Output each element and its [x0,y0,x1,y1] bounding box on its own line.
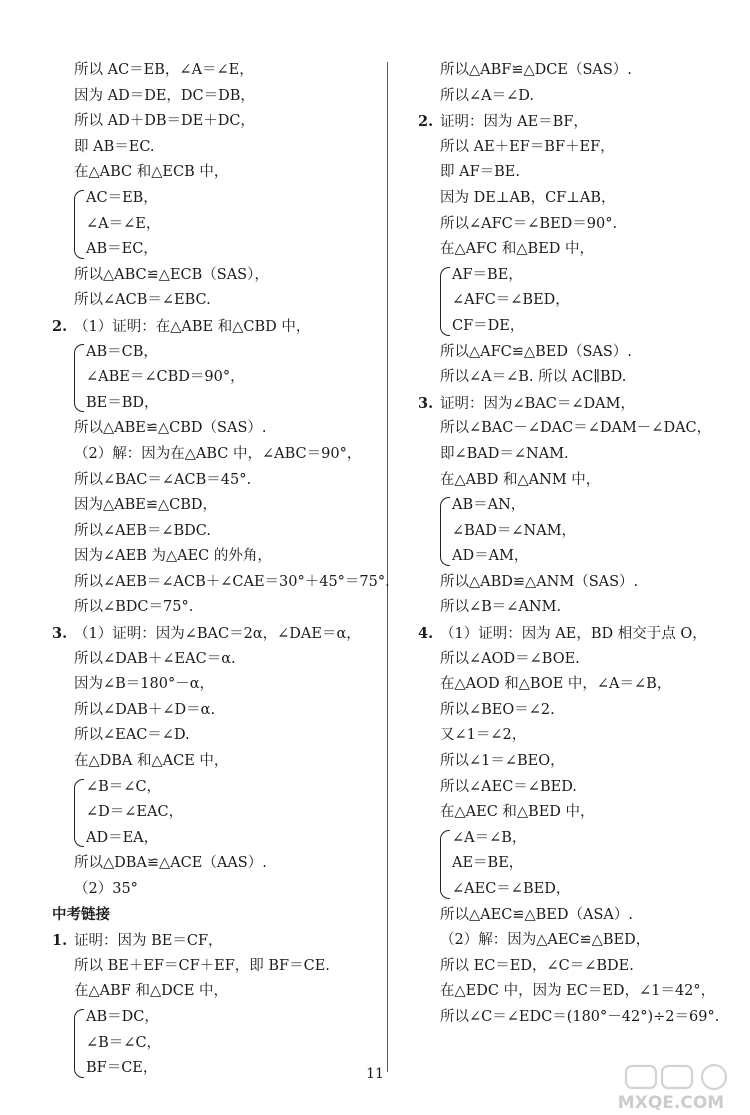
problem-line [418,391,738,417]
condition-line: AB＝AN， [452,497,526,514]
text-line: 所以△AFC≌△BED（SAS）. [440,343,632,360]
text-line: 所以∠1＝∠BEO， [440,753,565,770]
text-line: 所以∠AEB＝∠BDC. [74,522,211,539]
text-line: （2）35° [74,881,138,897]
text-line: 在△DBA 和△ACE 中， [74,753,229,770]
text-line: 即 AB＝EC. [74,138,155,155]
problem-number: 2. [418,113,434,131]
text-line: 所以∠AOD＝∠BOE. [440,650,580,667]
problem-text: 证明：因为 AE＝BF， [440,114,588,131]
text-line: （2）解：因为△AEC≌△BED， [440,932,651,949]
brace-system [52,186,372,263]
condition-line: ∠D＝∠EAC， [86,804,184,821]
problem-line [418,109,738,135]
condition-line: AE＝BE， [452,855,524,872]
problem-line [52,314,372,340]
condition-line: AF＝BE， [452,266,523,283]
problem-text: （1）证明：因为∠BAC＝2α，∠DAE＝α， [74,626,361,643]
text-line: 所以∠DAB＋∠D＝α. [74,701,216,718]
problem-number: 3. [418,394,434,412]
problem-number: 2. [52,317,68,335]
problem-number: 4. [418,625,434,643]
problem-line [52,928,372,954]
text-line: 所以 EC＝ED，∠C＝∠BDE. [440,957,634,974]
text-line: 所以∠BDC＝75°. [74,599,194,616]
text-line: 所以 AE＋EF＝BF＋EF， [440,138,615,155]
text-line: 所以∠AFC＝∠BED＝90°. [440,215,618,232]
text-line: 所以△ABE≌△CBD（SAS）. [74,420,267,437]
text-line: （2）解：因为在△ABC 中，∠ABC＝90°， [74,445,362,462]
problem-text: 证明：因为∠BAC＝∠DAM， [440,395,635,412]
problem-text: （1）证明：因为 AE，BD 相交于点 O， [440,626,707,643]
condition-line: AB＝DC， [86,1008,159,1025]
condition-line: AB＝EC， [86,241,158,258]
problem-line [418,621,738,647]
text-line: 在△ABD 和△ANM 中， [440,471,601,488]
text-line: 所以△ABD≌△ANM（SAS）. [440,573,639,590]
condition-line: ∠AEC＝∠BED， [452,881,571,897]
condition-line: BE＝BD， [86,394,159,411]
right-column [418,58,738,1031]
condition-line: ∠BAD＝∠NAM， [452,522,577,539]
text-line: 在△EDC 中，因为 EC＝ED，∠1＝42°， [440,983,716,1000]
condition-line: ∠A＝∠E， [86,215,161,232]
text-line: 所以∠DAB＋∠EAC＝α. [74,650,236,667]
problem-number: 1. [52,932,68,950]
text-line: 在△ABF 和△DCE 中， [74,983,229,1000]
section-heading: 中考链接 [52,906,110,923]
text-line: 在△AEC 和△BED 中， [440,804,595,821]
text-line: 所以 AD＋DB＝DE＋DC， [74,113,255,130]
condition-line: BF＝CE， [86,1060,158,1077]
text-line: 所以△AEC≌△BED（ASA）. [440,906,633,923]
problem-text: （1）证明：在△ABE 和△CBD 中， [74,318,311,335]
text-line: 在△ABC 和△ECB 中， [74,164,229,181]
brace-system [418,493,738,570]
brace-system [52,775,372,852]
condition-line: ∠ABE＝∠CBD＝90°， [86,369,245,386]
text-line: 因为△ABE≌△CBD， [74,497,218,514]
problem-text: 证明：因为 BE＝CF， [74,933,223,950]
condition-line: ∠AFC＝∠BED， [452,292,570,309]
text-line: 所以∠AEC＝∠BED. [440,778,577,795]
condition-line: ∠A＝∠B， [452,829,527,846]
text-line: 所以∠BEO＝∠2. [440,701,555,718]
watermark-logo [596,1062,746,1114]
text-line: 在△AOD 和△BOE 中，∠A＝∠B， [440,676,672,693]
problem-line [52,621,372,647]
text-line: 所以∠BAC＝∠ACB＝45°. [74,471,252,488]
condition-line: CF＝DE， [452,317,525,334]
brace-system [418,826,738,903]
text-line: 所以∠A＝∠D. [440,87,534,104]
text-line: 所以△ABC≌△ECB（SAS）， [74,266,269,283]
brace-system [418,263,738,340]
condition-line: ∠B＝∠C， [86,778,162,795]
text-line: 又∠1＝∠2， [440,727,527,744]
text-line: 所以∠EAC＝∠D. [74,727,190,744]
text-line: 因为 AD＝DE，DC＝DB， [74,87,255,104]
text-line: 因为∠AEB 为△AEC 的外角， [74,548,272,565]
text-line: 所以∠ACB＝∠EBC. [74,292,211,309]
text-line: 所以△DBA≌△ACE（AAS）. [74,855,267,872]
column-divider [387,62,388,1072]
condition-line: AB＝CB， [86,343,158,360]
text-line: 所以△ABF≌△DCE（SAS）. [440,62,632,78]
condition-line: AD＝EA， [86,829,159,846]
text-line: 所以∠C＝∠EDC＝(180°－42°)÷2＝69°. [440,1008,720,1025]
text-line: 所以 AC＝EB，∠A＝∠E， [74,62,254,78]
text-line: 所以∠A＝∠B. 所以 AC∥BD. [440,369,627,386]
problem-number: 3. [52,625,68,643]
brace-system [52,340,372,417]
watermark-text: MXQE.COM [617,1093,725,1113]
text-line: 即 AF＝BE. [440,164,520,181]
text-line: 因为 DE⊥AB，CF⊥AB， [440,189,616,206]
text-line: 因为∠B＝180°－α， [74,676,215,693]
condition-line: AD＝AM， [452,548,529,565]
condition-line: ∠B＝∠C， [86,1034,162,1051]
page-number: 11 [366,1066,384,1082]
text-line: 在△AFC 和△BED 中， [440,241,595,258]
text-line: 所以∠AEB＝∠ACB＋∠CAE＝30°＋45°＝75°. [74,573,390,590]
text-line: 即∠BAD＝∠NAM. [440,445,569,462]
text-line: 所以∠BAC－∠DAC＝∠DAM－∠DAC， [440,420,712,437]
text-line: 所以 BE＋EF＝CF＋EF，即 BF＝CE. [74,957,330,974]
condition-line: AC＝EB， [86,189,158,206]
text-line: 所以∠B＝∠ANM. [440,599,562,616]
